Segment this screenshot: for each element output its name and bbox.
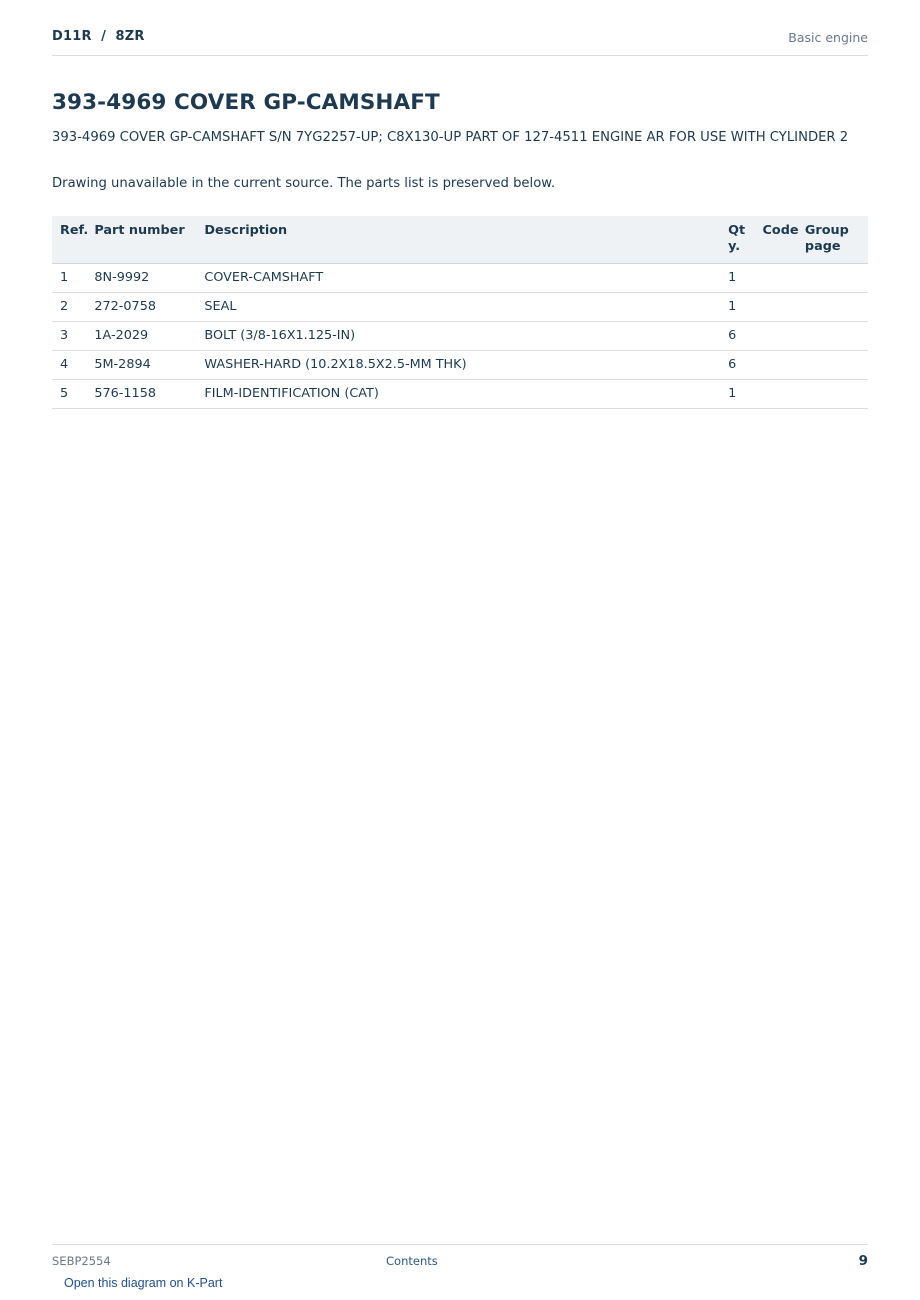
cell-part-number: 272-0758 [86,293,196,322]
cell-description: SEAL [196,293,720,322]
cell-group-page [797,264,868,293]
table-row [52,322,868,351]
header-description: Description [196,216,720,264]
cell-group-page [797,293,868,322]
header-ref: Ref. [52,216,86,264]
contents-link[interactable]: Contents [386,1254,438,1268]
cell-part-number: 1A-2029 [86,322,196,351]
header-qty: Qty. [720,216,754,264]
cell-code [755,380,797,409]
parts-table [52,216,868,409]
drawing-note: Drawing unavailable in the current source. The parts list is preserved below. [52,176,556,191]
table-row [52,351,868,380]
model-label: D11R / 8ZR [52,29,145,44]
cell-ref: 4 [52,351,86,380]
cell-ref: 5 [52,380,86,409]
cell-qty: 1 [720,264,754,293]
page-number: 9 [858,1253,868,1269]
cell-qty: 1 [720,293,754,322]
header-code: Code [755,216,797,264]
cell-group-page [797,351,868,380]
section-label: Basic engine [788,30,868,45]
group-description: 393-4969 COVER GP-CAMSHAFT S/N 7YG2257-UP; C8X130-UP PART OF 127-4511 ENGINE AR FOR USE WITH CYLINDER 2 [52,130,849,145]
cell-description: FILM-IDENTIFICATION (CAT) [196,380,720,409]
header-group-page: Group page [797,216,868,264]
cell-description: COVER-CAMSHAFT [196,264,720,293]
document-id: SEBP2554 [52,1254,111,1268]
cell-part-number: 5M-2894 [86,351,196,380]
cell-qty: 6 [720,351,754,380]
table-row [52,293,868,322]
page-header [52,29,868,56]
cell-ref: 1 [52,264,86,293]
cell-code [755,351,797,380]
cell-qty: 6 [720,322,754,351]
cell-code [755,322,797,351]
cell-group-page [797,380,868,409]
page-footer [52,1244,868,1269]
cell-code [755,264,797,293]
table-row [52,380,868,409]
cell-code [755,293,797,322]
table-row [52,264,868,293]
parts-table-header-row [52,216,868,264]
cell-description: WASHER-HARD (10.2X18.5X2.5-MM THK) [196,351,720,380]
cell-description: BOLT (3/8-16X1.125-IN) [196,322,720,351]
cell-qty: 1 [720,380,754,409]
page-title: 393-4969 COVER GP-CAMSHAFT [52,90,440,115]
cell-part-number: 8N-9992 [86,264,196,293]
cell-ref: 2 [52,293,86,322]
cell-group-page [797,322,868,351]
open-kpart-link[interactable]: Open this diagram on K-Part [64,1276,223,1290]
cell-ref: 3 [52,322,86,351]
header-part-number: Part number [86,216,196,264]
cell-part-number: 576-1158 [86,380,196,409]
